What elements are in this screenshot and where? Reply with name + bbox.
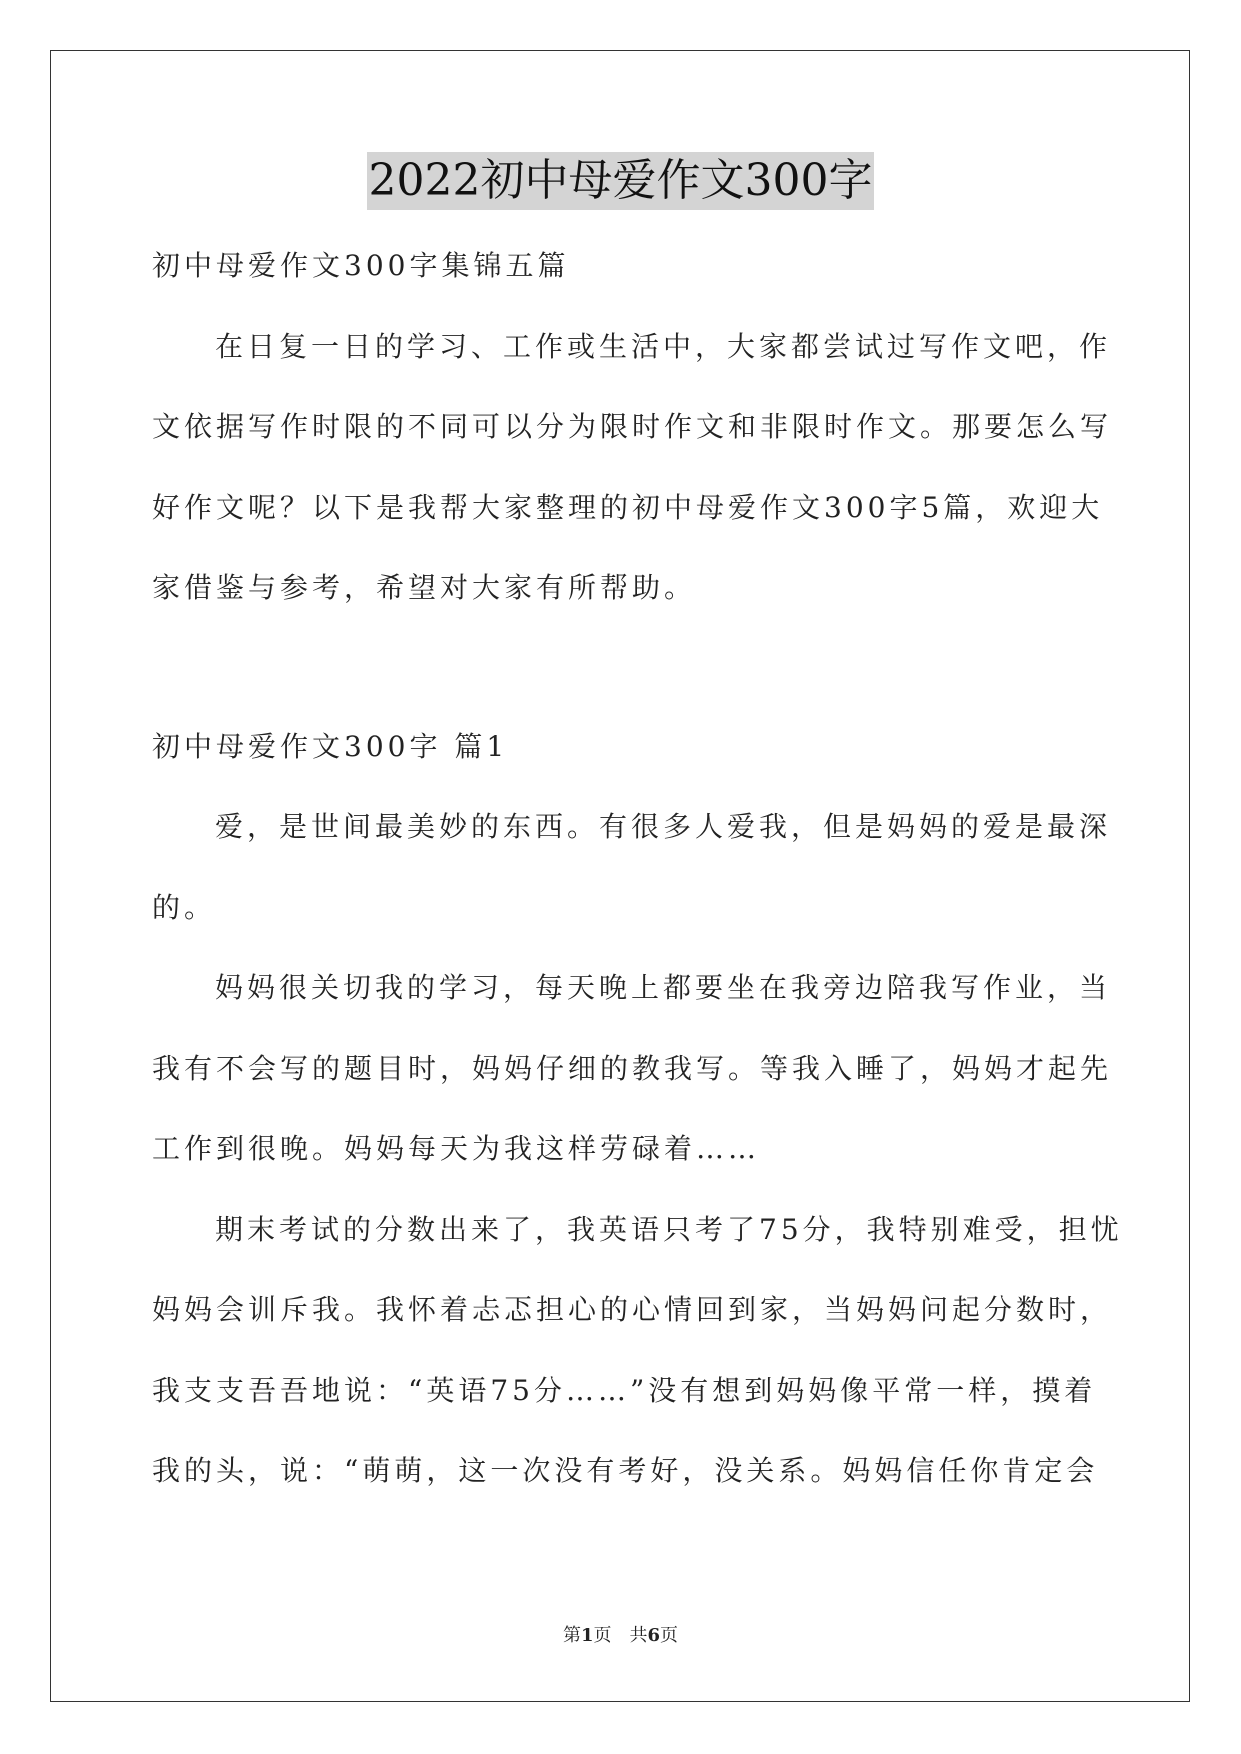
page-prefix: 第 — [562, 1625, 581, 1646]
section-gap — [152, 641, 1090, 719]
page-footer — [0, 1621, 1241, 1647]
intro-line-3: 好作文呢？以下是我帮大家整理的初中母爱作文300字5篇，欢迎大 — [152, 490, 1104, 524]
page-suffix: 页 — [593, 1625, 612, 1646]
intro-line-1: 在日复一日的学习、工作或生活中，大家都尝试过写作文吧，作 — [215, 329, 1112, 363]
document-title: 2022初中母爱作文300字 — [367, 152, 875, 210]
page-number: 1 — [580, 1625, 594, 1646]
paragraph2-line-1: 妈妈很关切我的学习，每天晚上都要坐在我旁边陪我写作业，当 — [215, 971, 1112, 1004]
intro-line-2: 文依据写作时限的不同可以分为限时作文和非限时作文。那要怎么写 — [152, 410, 1113, 443]
title-container — [0, 152, 1241, 210]
paragraph2-line-2: 我有不会写的题目时，妈妈仔细的教我写。等我入睡了，妈妈才起先 — [152, 1051, 1113, 1085]
paragraph1-line-2: 的。 — [152, 890, 217, 924]
intro-line-4: 家借鉴与参考，希望对大家有所帮助。 — [152, 571, 697, 604]
paragraph2-line-3: 工作到很晚。妈妈每天为我这样劳碌着…… — [152, 1132, 761, 1165]
document-subtitle: 初中母爱作文300字集锦五篇 — [152, 249, 570, 282]
total-suffix: 页 — [660, 1625, 679, 1646]
paragraph3-line-1: 期末考试的分数出来了，我英语只考了75分，我特别难受，担忧 — [215, 1212, 1123, 1246]
paragraph3-line-2: 妈妈会训斥我。我怀着忐忑担心的心情回到家，当妈妈问起分数时， — [152, 1293, 1113, 1326]
paragraph1-line-1: 爱，是世间最美妙的东西。有很多人爱我，但是妈妈的爱是最深 — [215, 810, 1112, 843]
section-heading: 初中母爱作文300字 篇1 — [152, 729, 509, 763]
total-pages: 6 — [647, 1625, 661, 1646]
document-body — [152, 238, 1123, 1524]
paragraph3-line-3: 我支支吾吾地说：“英语75分……”没有想到妈妈像平常一样，摸着 — [152, 1373, 1097, 1407]
total-prefix: 共 — [629, 1625, 648, 1646]
paragraph3-line-4: 我的头，说：“萌萌，这一次没有考好，没关系。妈妈信任你肯定会 — [152, 1454, 1099, 1487]
